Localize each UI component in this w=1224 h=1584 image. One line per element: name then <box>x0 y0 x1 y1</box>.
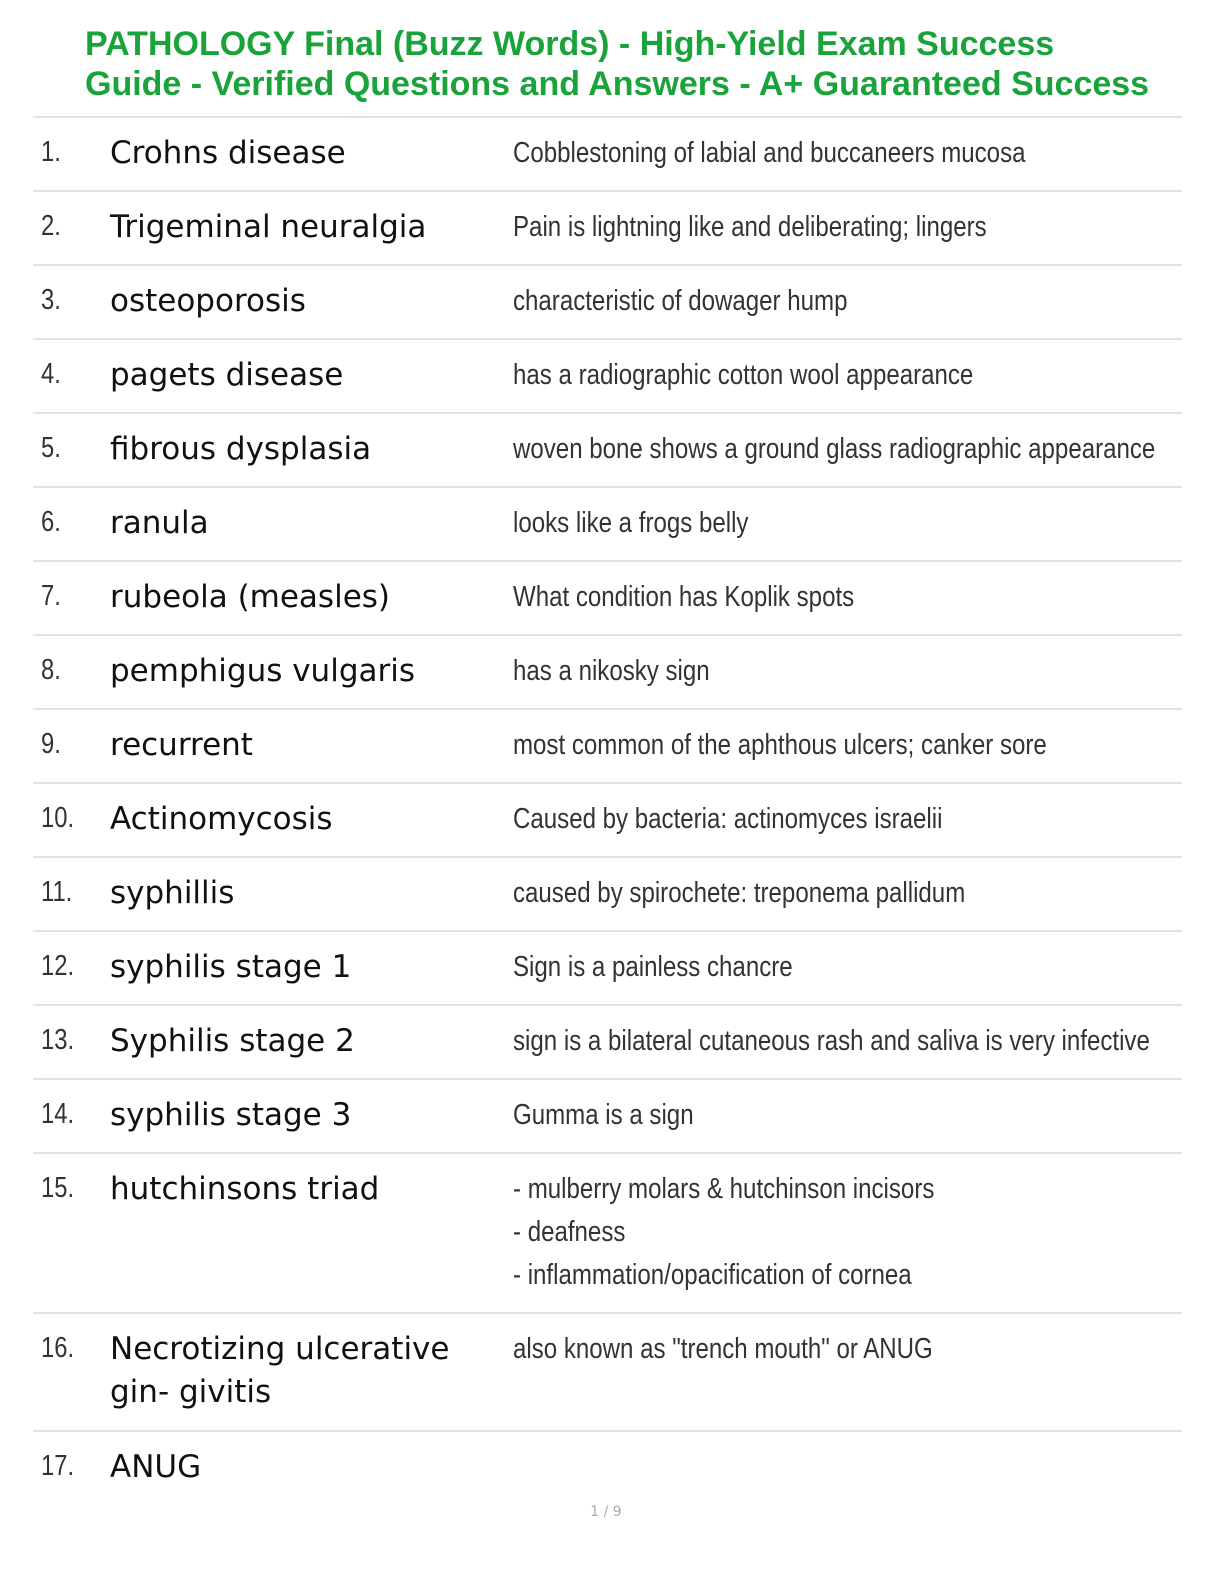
row-definition: most common of the aphthous ulcers; canker sore <box>513 729 1047 761</box>
row-term: pemphigus vulgaris <box>110 653 416 689</box>
qa-table <box>33 116 1182 1492</box>
qa-row <box>33 1080 1182 1154</box>
row-definition: woven bone shows a ground glass radiographic appearance <box>513 433 1156 465</box>
page-number: 1 / 9 <box>590 1504 622 1520</box>
row-term: syphilis stage 1 <box>110 949 352 985</box>
row-term: syphilis stage 3 <box>110 1097 352 1133</box>
qa-row <box>33 858 1182 932</box>
document-title-line-2: Guide - Verified Questions and Answers - A+ Guaranteed Success <box>85 65 1150 103</box>
row-definition: looks like a frogs belly <box>513 507 749 539</box>
row-number: 4. <box>41 358 61 390</box>
qa-row <box>33 340 1182 414</box>
definition-line: - deafness <box>513 1216 626 1248</box>
row-term: osteoporosis <box>110 283 306 319</box>
row-term: rubeola (measles) <box>110 579 391 615</box>
qa-row <box>33 932 1182 1006</box>
definition-line: - inflammation/opacification of cornea <box>513 1259 912 1291</box>
row-term: pagets disease <box>110 357 344 393</box>
qa-row <box>33 1006 1182 1080</box>
row-definition: caused by spirochete: treponema pallidum <box>513 877 966 909</box>
qa-row <box>33 488 1182 562</box>
document-title-line-1: PATHOLOGY Final (Buzz Words) - High-Yield Exam Success <box>85 25 1055 63</box>
row-term: Syphilis stage 2 <box>110 1023 355 1059</box>
definition-line: - mulberry molars & hutchinson incisors <box>513 1173 935 1205</box>
row-term: Necrotizing ulcerative gin- givitis <box>110 1331 450 1410</box>
row-number: 1. <box>41 136 61 168</box>
qa-row <box>33 266 1182 340</box>
qa-row <box>33 784 1182 858</box>
row-number: 10. <box>41 802 75 834</box>
row-term: fibrous dysplasia <box>110 431 372 467</box>
row-definition: Gumma is a sign <box>513 1099 694 1131</box>
row-definition: Cobblestoning of labial and buccaneers mucosa <box>513 137 1026 169</box>
qa-row <box>33 118 1182 192</box>
row-number: 14. <box>41 1098 75 1130</box>
row-number: 12. <box>41 950 75 982</box>
row-definition: also known as "trench mouth" or ANUG <box>513 1333 933 1365</box>
row-term: ANUG <box>110 1449 202 1485</box>
row-number: 8. <box>41 654 61 686</box>
qa-row <box>33 1154 1182 1314</box>
qa-row <box>33 192 1182 266</box>
row-number: 15. <box>41 1172 75 1204</box>
row-definition: characteristic of dowager hump <box>513 285 848 317</box>
row-number: 13. <box>41 1024 75 1056</box>
row-number: 3. <box>41 284 61 316</box>
row-number: 5. <box>41 432 61 464</box>
document-title <box>85 24 1215 104</box>
row-number: 11. <box>41 876 73 908</box>
row-definition: has a nikosky sign <box>513 655 710 687</box>
row-term: syphillis <box>110 875 235 911</box>
qa-row <box>33 636 1182 710</box>
qa-row <box>33 414 1182 488</box>
row-number: 16. <box>41 1332 75 1364</box>
row-number: 17. <box>41 1450 75 1482</box>
qa-row <box>33 710 1182 784</box>
row-number: 2. <box>41 210 61 242</box>
row-term: recurrent <box>110 727 253 763</box>
row-term: hutchinsons triad <box>110 1171 380 1207</box>
row-term: Trigeminal neuralgia <box>110 209 427 245</box>
qa-row <box>33 562 1182 636</box>
qa-row <box>33 1314 1182 1432</box>
row-definition <box>513 1168 1061 1297</box>
row-term: ranula <box>110 505 209 541</box>
row-term: Crohns disease <box>110 135 346 171</box>
row-definition: has a radiographic cotton wool appearance <box>513 359 974 391</box>
row-number: 6. <box>41 506 61 538</box>
qa-row <box>33 1432 1182 1492</box>
row-definition: Caused by bacteria: actinomyces israelii <box>513 803 943 835</box>
row-definition: sign is a bilateral cutaneous rash and saliva is very infective <box>513 1025 1150 1057</box>
row-term: Actinomycosis <box>110 801 333 837</box>
row-number: 9. <box>41 728 61 760</box>
row-definition: Sign is a painless chancre <box>513 951 793 983</box>
row-number: 7. <box>41 580 61 612</box>
row-definition: What condition has Koplik spots <box>513 581 855 613</box>
row-definition: Pain is lightning like and deliberating; lingers <box>513 211 987 243</box>
